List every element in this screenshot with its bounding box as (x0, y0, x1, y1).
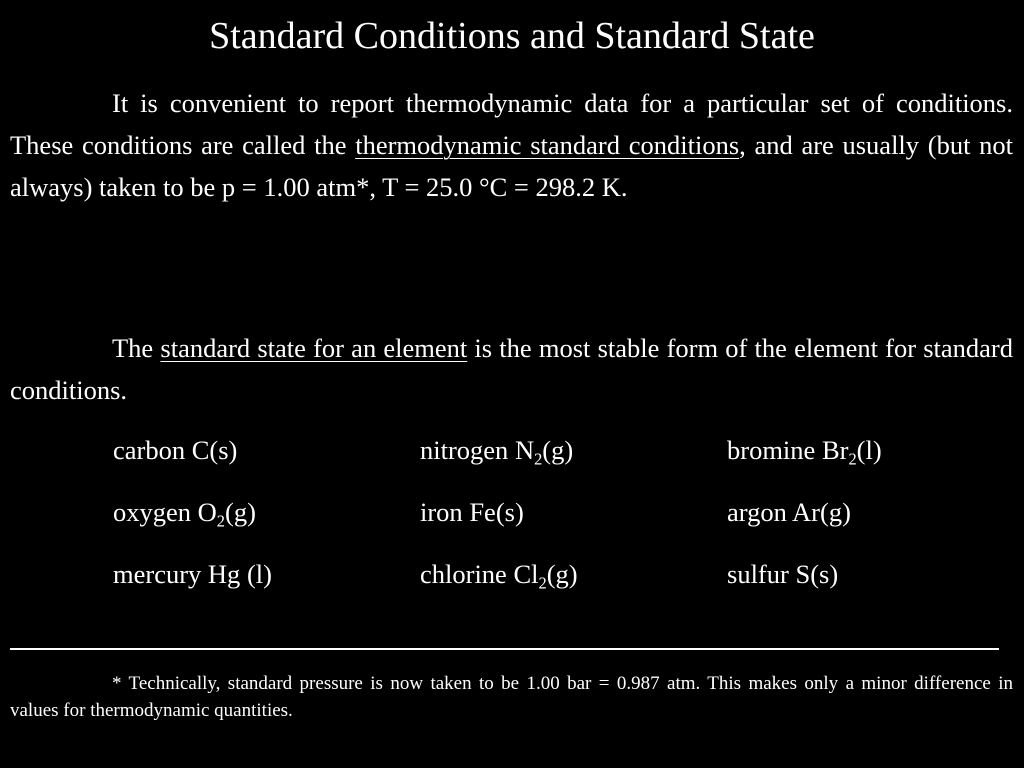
formula-subscript: 2 (216, 511, 225, 531)
element-formula: Ar (792, 497, 820, 527)
element-state: (s) (810, 559, 839, 589)
paragraph-text: is the most stable form of the element for standard conditions. (10, 333, 1013, 405)
element-entry (420, 428, 573, 472)
formula-subscript: 2 (538, 573, 547, 593)
element-state: (l) (240, 559, 272, 589)
element-entry (113, 552, 272, 596)
element-name: oxygen (113, 497, 192, 527)
element-formula: N (514, 435, 535, 465)
standard-conditions-paragraph (10, 82, 1013, 208)
element-name: iron (420, 497, 463, 527)
element-name: carbon (113, 435, 186, 465)
element-formula: S (795, 559, 811, 589)
element-entry (727, 428, 882, 472)
element-formula: Fe (469, 497, 496, 527)
element-name: argon (727, 497, 787, 527)
element-formula: C (191, 435, 210, 465)
element-state: (s) (495, 497, 524, 527)
element-state: (g) (546, 559, 578, 589)
underlined-term-standard-state: standard state for an element (160, 333, 468, 363)
element-entry (420, 490, 524, 534)
footnote: * Technically, standard pressure is now taken to be 1.00 bar = 0.987 atm. This makes only a minor difference in values for thermodynamic quantities. (10, 673, 1013, 721)
element-formula: O (197, 497, 217, 527)
paragraph-text: It is convenient to report thermodynamic data for a particular set of conditions. These conditions are called the (10, 88, 1013, 160)
element-name: nitrogen (420, 435, 509, 465)
standard-state-paragraph (10, 327, 1013, 411)
element-formula: Cl (513, 559, 539, 589)
element-state: (g) (542, 435, 574, 465)
paragraph-text: , and are usually (but not always) taken to be p = 1.00 atm*, T = 25.0 °C = 298.2 K. (10, 130, 1014, 202)
element-state: (s) (209, 435, 238, 465)
element-entry (113, 490, 256, 534)
slide-title: Standard Conditions and Standard State (209, 15, 815, 57)
element-entry (727, 552, 838, 596)
element-entry (113, 428, 237, 472)
element-name: mercury (113, 559, 202, 589)
element-name: sulfur (727, 559, 789, 589)
element-entry (420, 552, 578, 596)
formula-subscript: 2 (848, 449, 857, 469)
paragraph-text: The (112, 333, 161, 363)
element-state: (g) (225, 497, 256, 527)
footnote-divider (10, 648, 999, 650)
element-formula: Br (821, 435, 849, 465)
element-name: bromine (727, 435, 816, 465)
formula-subscript: 2 (534, 449, 543, 469)
element-entry (727, 490, 851, 534)
underlined-term-standard-conditions: thermodynamic standard conditions (355, 130, 740, 160)
element-state: (g) (820, 497, 851, 527)
element-state: (l) (856, 435, 882, 465)
element-formula: Hg (207, 559, 241, 589)
element-name: chlorine (420, 559, 507, 589)
